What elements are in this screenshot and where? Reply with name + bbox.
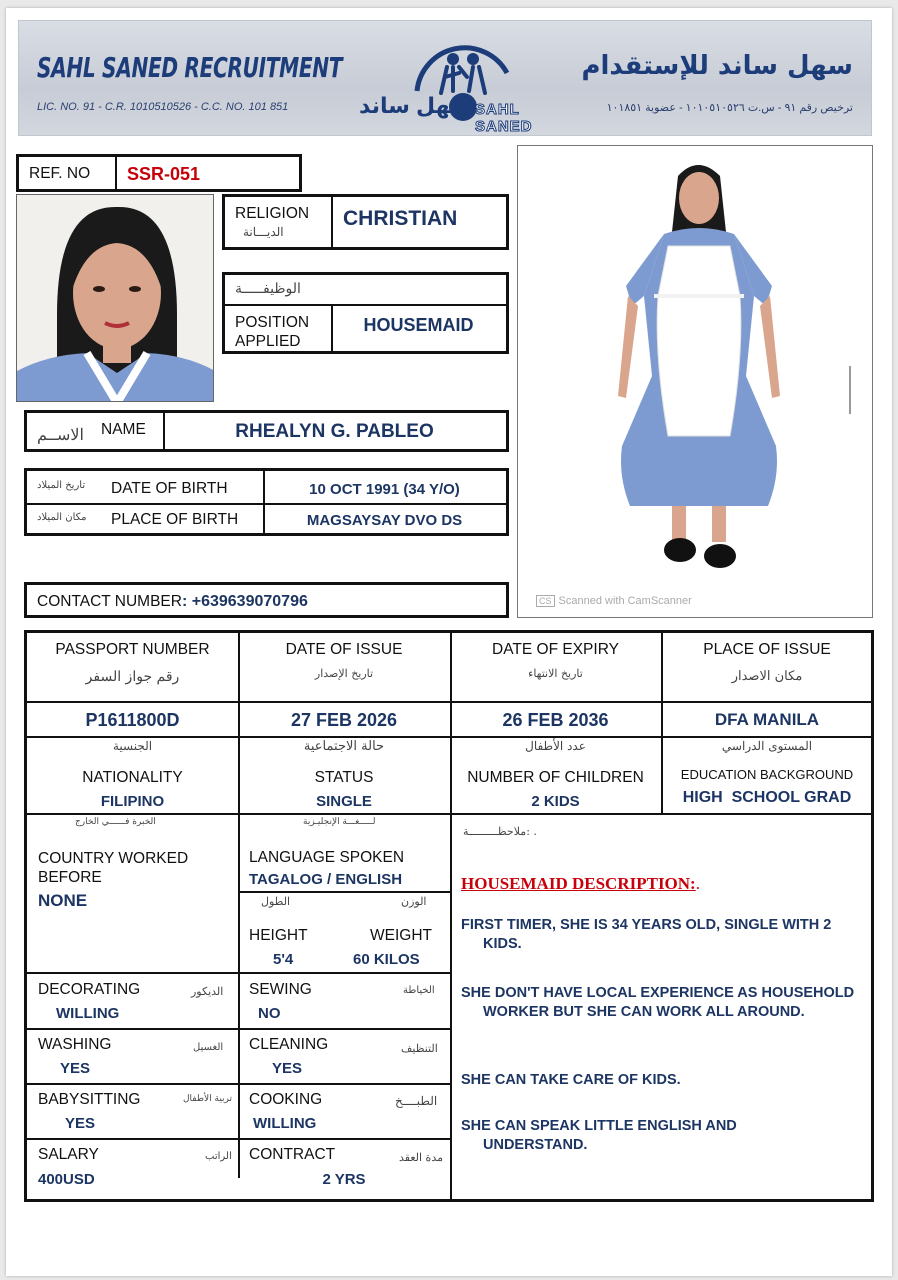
weight-label: WEIGHT <box>370 927 432 944</box>
contact-label: CONTACT NUMBER <box>37 593 182 610</box>
position-box <box>222 272 509 354</box>
name-label: NAME <box>101 421 146 438</box>
license-ar: ترخيص رقم ٩١ - س.ت ١٠١٠٥١٠٥٢٦ - عضوية ١٠١٨٥١ <box>606 102 853 114</box>
place-of-issue-value: DFA MANILA <box>714 710 820 729</box>
sewing-value: NO <box>258 1005 281 1022</box>
decorating-value: WILLING <box>56 1005 120 1022</box>
religion-label: RELIGION <box>235 205 310 222</box>
sewing-label: SEWING <box>249 981 312 998</box>
company-logo <box>347 33 577 133</box>
language-value: TAGALOG / ENGLISH <box>249 871 403 888</box>
position-value: HOUSEMAID <box>363 315 474 335</box>
status-label-ar: حالة الاجتماعية <box>303 739 385 754</box>
place-of-issue-header-ar: مكان الاصدار <box>731 669 803 684</box>
dob-value: 10 OCT 1991 (34 Y/O) <box>309 481 460 498</box>
contact-box <box>24 582 509 618</box>
religion-box <box>222 194 509 250</box>
full-body-image-icon <box>518 146 873 618</box>
pob-value: MAGSAYSAY DVO DS <box>306 512 463 529</box>
cleaning-label: CLEANING <box>249 1036 329 1053</box>
babysitting-label-ar: تربية الأطفال <box>183 1094 233 1104</box>
contract-label: CONTRACT <box>249 1146 336 1163</box>
country-worked-value: NONE <box>38 891 88 910</box>
ref-number-box <box>16 154 302 192</box>
passport-number-value: P1611800D <box>85 710 180 730</box>
status-value: SINGLE <box>316 793 372 810</box>
position-label: POSITION APPLIED <box>235 314 310 350</box>
children-label: NUMBER OF CHILDREN <box>467 769 644 786</box>
ref-number-label: REF. NO <box>29 165 91 182</box>
date-of-expiry-header-ar: تاريخ الانتهاء <box>528 667 583 680</box>
salary-value: 400USD <box>38 1171 95 1188</box>
description-paragraph-2: SHE DON'T HAVE LOCAL EXPERIENCE AS HOUSEHOLD WORKER BUT SHE CAN WORK ALL AROUND. <box>461 985 855 1020</box>
remarks-label-ar: ملاحظـــــــــة: . <box>463 825 537 838</box>
weight-label-ar: الوزن <box>401 895 427 908</box>
name-value: RHEALYN G. PABLEO <box>235 421 434 442</box>
babysitting-label: BABYSITTING <box>38 1091 141 1108</box>
contact-value: : +639639070796 <box>181 593 308 610</box>
position-label-ar: الوظيفـــــة <box>235 281 301 297</box>
country-worked-label: COUNTRY WORKED BEFORE <box>38 850 189 886</box>
description-title: HOUSEMAID DESCRIPTION: <box>461 874 696 893</box>
weight-value: 60 KILOS <box>353 951 420 968</box>
details-grid <box>24 630 874 1202</box>
company-name-ar: سهل ساند للإستقدام <box>581 51 853 81</box>
language-label-ar: لـــــغـــة الإنجليـزية <box>303 817 376 827</box>
height-label-ar: الطول <box>261 895 291 908</box>
passport-number-header: PASSPORT NUMBER <box>55 641 210 658</box>
company-name-en: SAHL SANED RECRUITMENT <box>37 51 343 84</box>
sewing-label-ar: الخياطة <box>403 985 435 996</box>
salary-label: SALARY <box>38 1146 99 1163</box>
pob-label-ar: مكان الميلاد <box>37 512 87 523</box>
camscanner-text: Scanned with CamScanner <box>558 595 692 607</box>
language-label: LANGUAGE SPOKEN <box>249 849 405 866</box>
children-value: 2 KIDS <box>531 793 580 810</box>
camscanner-watermark: CS Scanned with CamScanner <box>536 595 692 607</box>
religion-value: CHRISTIAN <box>343 207 458 230</box>
portrait-image-icon <box>17 195 214 402</box>
logo-text-en: SAHL SANED <box>475 101 533 135</box>
full-body-photo <box>517 145 873 618</box>
contract-value: 2 YRS <box>322 1171 366 1188</box>
place-of-issue-header: PLACE OF ISSUE <box>703 641 831 658</box>
date-of-issue-header-ar: تاريخ الإصدار <box>314 667 374 680</box>
description-paragraph-3: SHE CAN TAKE CARE OF KIDS. <box>461 1072 681 1088</box>
description-paragraph-4: SHE CAN SPEAK LITTLE ENGLISH AND UNDERSTAND. <box>461 1118 737 1153</box>
nationality-value: FILIPINO <box>100 793 165 810</box>
birth-box <box>24 468 509 536</box>
description-paragraph-1: FIRST TIMER, SHE IS 34 YEARS OLD, SINGLE WITH 2 KIDS. <box>461 917 832 952</box>
contact-line <box>37 593 308 611</box>
height-value: 5'4 <box>273 951 294 968</box>
religion-label-ar: الديـــانة <box>243 225 284 239</box>
date-of-issue-header: DATE OF ISSUE <box>285 641 403 658</box>
education-label-ar: المستوى الدراسي <box>721 739 813 753</box>
name-label-ar: الاســم <box>37 425 84 444</box>
decorating-label-ar: الديكور <box>191 985 224 998</box>
cooking-label-ar: الطبــــخ <box>395 1094 438 1108</box>
ref-number-value: SSR-051 <box>127 164 201 184</box>
date-of-expiry-value: 26 FEB 2036 <box>502 710 609 730</box>
cooking-value: WILLING <box>253 1115 317 1132</box>
date-of-expiry-header: DATE OF EXPIRY <box>492 641 619 658</box>
dob-label: DATE OF BIRTH <box>111 480 228 497</box>
license-en: LIC. NO. 91 - C.R. 1010510526 - C.C. NO. 101 851 <box>37 101 289 113</box>
nationality-label-ar: الجنسية <box>112 739 153 753</box>
cleaning-value: YES <box>272 1060 303 1077</box>
babysitting-value: YES <box>65 1115 96 1132</box>
salary-label-ar: الراتب <box>205 1151 232 1162</box>
name-box <box>24 410 509 452</box>
decorating-label: DECORATING <box>38 981 141 998</box>
description-title-suffix: . <box>695 874 700 893</box>
status-label: STATUS <box>314 769 374 786</box>
washing-label: WASHING <box>38 1036 112 1053</box>
height-label: HEIGHT <box>249 927 308 944</box>
children-label-ar: عدد الأطفال <box>525 739 586 753</box>
education-label: EDUCATION BACKGROUND <box>680 767 854 782</box>
pob-label: PLACE OF BIRTH <box>111 511 239 528</box>
dob-label-ar: تاريخ الميلاد <box>37 480 86 491</box>
logo-text-ar: سهل ساند <box>359 93 472 118</box>
washing-value: YES <box>60 1060 91 1077</box>
passport-number-header-ar: رقم جواز السفر <box>85 669 180 685</box>
cooking-label: COOKING <box>249 1091 323 1108</box>
cleaning-label-ar: التنظيف <box>401 1042 438 1055</box>
contract-label-ar: مدة العقد <box>399 1151 443 1164</box>
date-of-issue-value: 27 FEB 2026 <box>290 710 398 730</box>
header-banner <box>18 20 872 136</box>
description-title-line <box>461 874 700 894</box>
education-value: HIGH SCHOOL GRAD <box>682 789 852 806</box>
country-worked-label-ar: الخبرة فــــــي الخارج <box>75 817 156 827</box>
portrait-photo <box>16 194 214 402</box>
nationality-label: NATIONALITY <box>82 769 183 786</box>
washing-label-ar: الغسيل <box>193 1042 224 1053</box>
